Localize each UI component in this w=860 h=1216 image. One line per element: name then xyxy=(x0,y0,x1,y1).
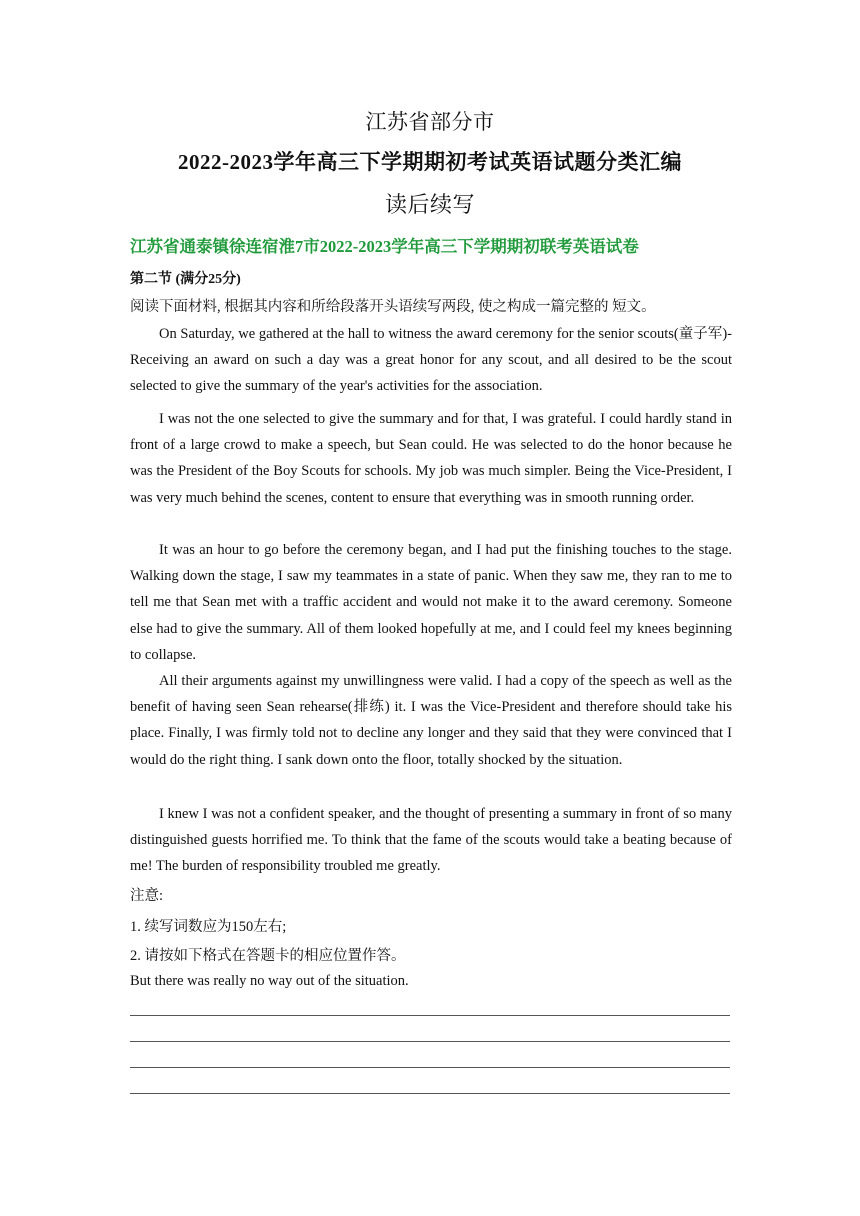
section-heading: 第二节 (满分25分) xyxy=(130,272,241,287)
answer-line[interactable] xyxy=(130,1067,730,1068)
title-task-type: 读后续写 xyxy=(384,192,475,217)
passage-paragraph-2: I was not the one selected to give the summary and for that, I was grateful. I could hardly stand in front of a large crowd to make a speech, but Sean could. He was selected to do the honor because he was the President of the Boy Scouts for schools. My job was much simpler. Being the Vice-President, I was very much behind the scenes, content to ensure that everything was in smooth running order. xyxy=(130,411,732,506)
notes-label: 注意: xyxy=(130,888,164,904)
exam-source: 江苏省通泰镇徐连宿淮7市2022-2023学年高三下学期期初联考英语试卷 xyxy=(130,237,639,256)
note-item-1: 1. 续写词数应为150左右; xyxy=(130,919,287,935)
note-item-2: 2. 请按如下格式在答题卡的相应位置作答。 xyxy=(130,948,406,964)
title-region: 江苏省部分市 xyxy=(365,110,495,134)
answer-line[interactable] xyxy=(130,1093,730,1094)
continuation-start-sentence: But there was really no way out of the situation. xyxy=(130,973,409,989)
section-instruction: 阅读下面材料, 根据其内容和所给段落开头语续写两段, 使之构成一篇完整的 短文。 xyxy=(130,299,656,315)
answer-line[interactable] xyxy=(130,1015,730,1016)
passage-paragraph-4: All their arguments against my unwillingness were valid. I had a copy of the speech as well as the benefit of having seen Sean rehearse(排练) it. I was the Vice-President and therefore should take his place. Finally, I was firmly told not to decline any longer and they said that they were convinced that I would do the right thing. I sank down onto the floor, totally shocked by the situation. xyxy=(130,673,732,768)
passage-paragraph-5: I knew I was not a confident speaker, and the thought of presenting a summary in front of so many distinguished guests horrified me. To think that the fame of the scouts would take a beating because of me! The burden of responsibility troubled me greatly. xyxy=(130,806,732,875)
title-year-subject: 2022-2023学年高三下学期期初考试英语试题分类汇编 xyxy=(178,150,682,174)
passage-paragraph-3: It was an hour to go before the ceremony began, and I had put the finishing touches to the stage. Walking down the stage, I saw my teammates in a state of panic. When they saw me, they ran to me to tell me that Sean met with a traffic accident and would not make it to the award ceremony. Someone else had to give the summary. All of them looked hopefully at me, and I could feel my knees beginning to collapse. xyxy=(130,542,732,663)
passage-paragraph-1: On Saturday, we gathered at the hall to witness the award ceremony for the senior scouts(童子军)- Receiving an award on such a day was a great honor for any scout, and all desired to be the scout selected to give the summary of the year's activities for the association. xyxy=(130,326,732,395)
answer-line[interactable] xyxy=(130,1041,730,1042)
